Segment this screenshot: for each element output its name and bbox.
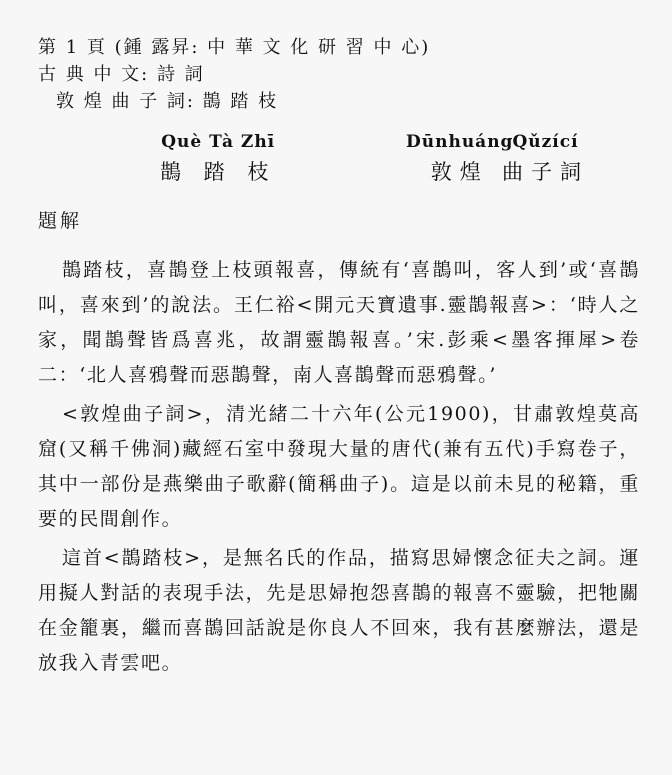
document-header [38,34,430,115]
header-page-source: 第 1 頁 (鍾 露昇: 中 華 文 化 研 習 中 心) [38,37,431,58]
title-pinyin: Què Tà Zhī [161,132,276,152]
quzici-pinyin: Qǔzící [512,132,579,152]
header-lesson: 敦 煌 曲 子 詞: 鵲 踏 枝 [56,91,279,112]
section-title: 題解 [38,210,83,232]
title-quzici [502,132,589,186]
paragraph: <敦煌曲子詞>，清光緒二十六年(公元1900)，甘肅敦煌莫高窟(又稱千佛洞)藏經石室中發現大量的唐代(兼有五代)手寫卷子，其中一部份是燕樂曲子歌辭(簡稱曲子)。這是以前未見的秘籍，重要的民間創作。 [38,403,640,530]
title-que-ta-zhi [160,132,276,186]
document-body [38,253,640,685]
title-dunhuang [406,132,513,186]
title-hanzi: 鵲 踏 枝 [160,160,277,184]
dunhuang-hanzi: 敦煌 [430,160,489,184]
quzici-hanzi: 曲子詞 [502,160,589,184]
dunhuang-pinyin: Dūnhuáng [406,132,514,152]
header-course: 古 典 中 文: 詩 詞 [38,64,205,85]
paragraph: 這首<鵲踏枝>，是無名氏的作品，描寫思婦懷念征夫之詞。運用擬人對話的表現手法，先是思婦抱怨喜鵲的報喜不靈驗，把牠關在金籠裏，繼而喜鵲回話說是你良人不回來，我有甚麼辦法，還是放我入青雲吧。 [38,547,640,674]
paragraph: 鵲踏枝，喜鵲登上枝頭報喜，傳統有‘喜鵲叫，客人到’或‘喜鵲叫，喜來到’的說法。王仁裕<開元天寶遺事.靈鵲報喜>：‘時人之家，聞鵲聲皆爲喜兆，故謂靈鵲報喜。’宋.彭乘<墨客揮犀>卷二：‘北人喜鴉聲而惡鵲聲，南人喜鵲聲而惡鴉聲。’ [38,259,640,386]
